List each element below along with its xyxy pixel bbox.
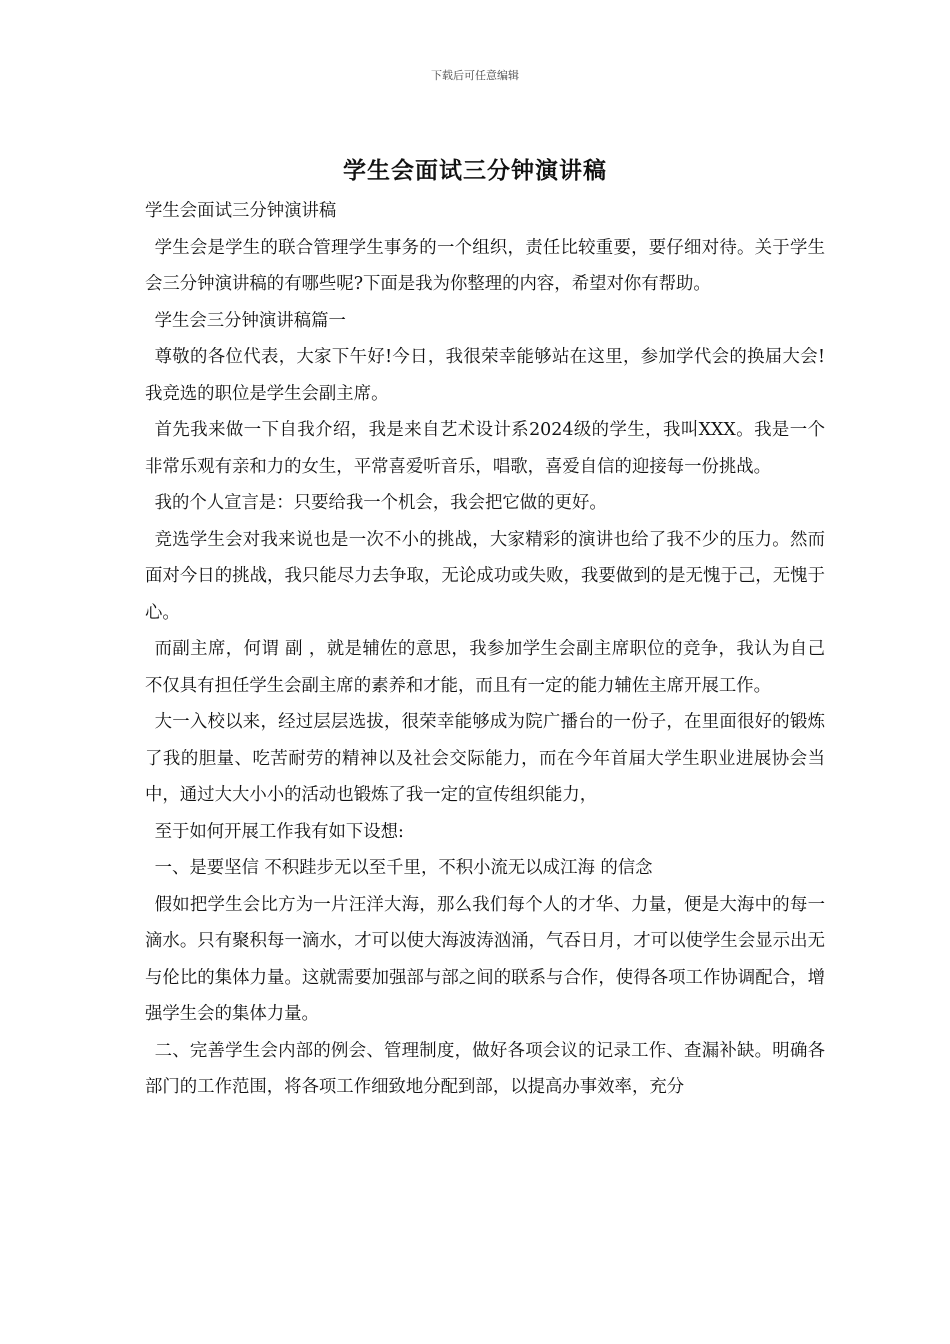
paragraph: 至于如何开展工作我有如下设想:: [154, 821, 404, 842]
paragraph: 竞选学生会对我来说也是一次不小的挑战，大家精彩的演讲也给了我不少的压力。然而面对今日的挑战，我只能尽力去争取，无论成功或失败，我要做到的是无愧于己，无愧于心。: [145, 529, 825, 623]
list-item: 一、是要坚信 不积跬步无以至千里，不积小流无以成江海 的信念: [154, 858, 653, 878]
paragraph: 我的个人宣言是：只要给我一个机会，我会把它做的更好。: [154, 493, 607, 513]
header-note: 下载后可任意编辑: [431, 69, 519, 82]
section-heading: 学生会三分钟演讲稿篇一: [154, 310, 346, 331]
document-body: [145, 193, 825, 1106]
paragraph: 首先我来做一下自我介绍，我是来自艺术设计系2024级的学生，我叫XXX。我是一个非常乐观有亲和力的女生，平常喜爱听音乐，唱歌，喜爱自信的迎接每一份挑战。: [145, 420, 825, 477]
list-item: 二、完善学生会内部的例会、管理制度，做好各项会议的记录工作、查漏补缺。明确各部门的工作范围，将各项工作细致地分配到部，以提高办事效率，充分: [145, 1040, 825, 1097]
paragraph: 而副主席，何谓 副 ，就是辅佐的意思，我参加学生会副主席职位的竞争，我认为自己不仅具有担任学生会副主席的素养和才能，而且有一定的能力辅佐主席开展工作。: [145, 639, 825, 696]
document-title: 学生会面试三分钟演讲稿: [343, 157, 607, 184]
paragraph: 尊敬的各位代表，大家下午好!今日，我很荣幸能够站在这里，参加学代会的换届大会!我竞选的职位是学生会副主席。: [145, 347, 825, 404]
paragraph: 假如把学生会比方为一片汪洋大海，那么我们每个人的才华、力量，便是大海中的每一滴水。只有聚积每一滴水，才可以使大海波涛汹涌，气吞日月，才可以使学生会显示出无与伦比的集体力量。这就需要加强部与部之间的联系与合作，使得各项工作协调配合，增强学生会的集体力量。: [145, 894, 825, 1024]
paragraph: 学生会是学生的联合管理学生事务的一个组织，责任比较重要，要仔细对待。关于学生会三分钟演讲稿的有哪些呢?下面是我为你整理的内容，希望对你有帮助。: [145, 237, 825, 294]
paragraph: 学生会面试三分钟演讲稿: [145, 201, 337, 221]
paragraph: 大一入校以来，经过层层选拔，很荣幸能够成为院广播台的一份子，在里面很好的锻炼了我的胆量、吃苦耐劳的精神以及社会交际能力，而在今年首届大学生职业进展协会当中，通过大大小小的活动也锻炼了我一定的宣传组织能力，: [145, 712, 825, 805]
